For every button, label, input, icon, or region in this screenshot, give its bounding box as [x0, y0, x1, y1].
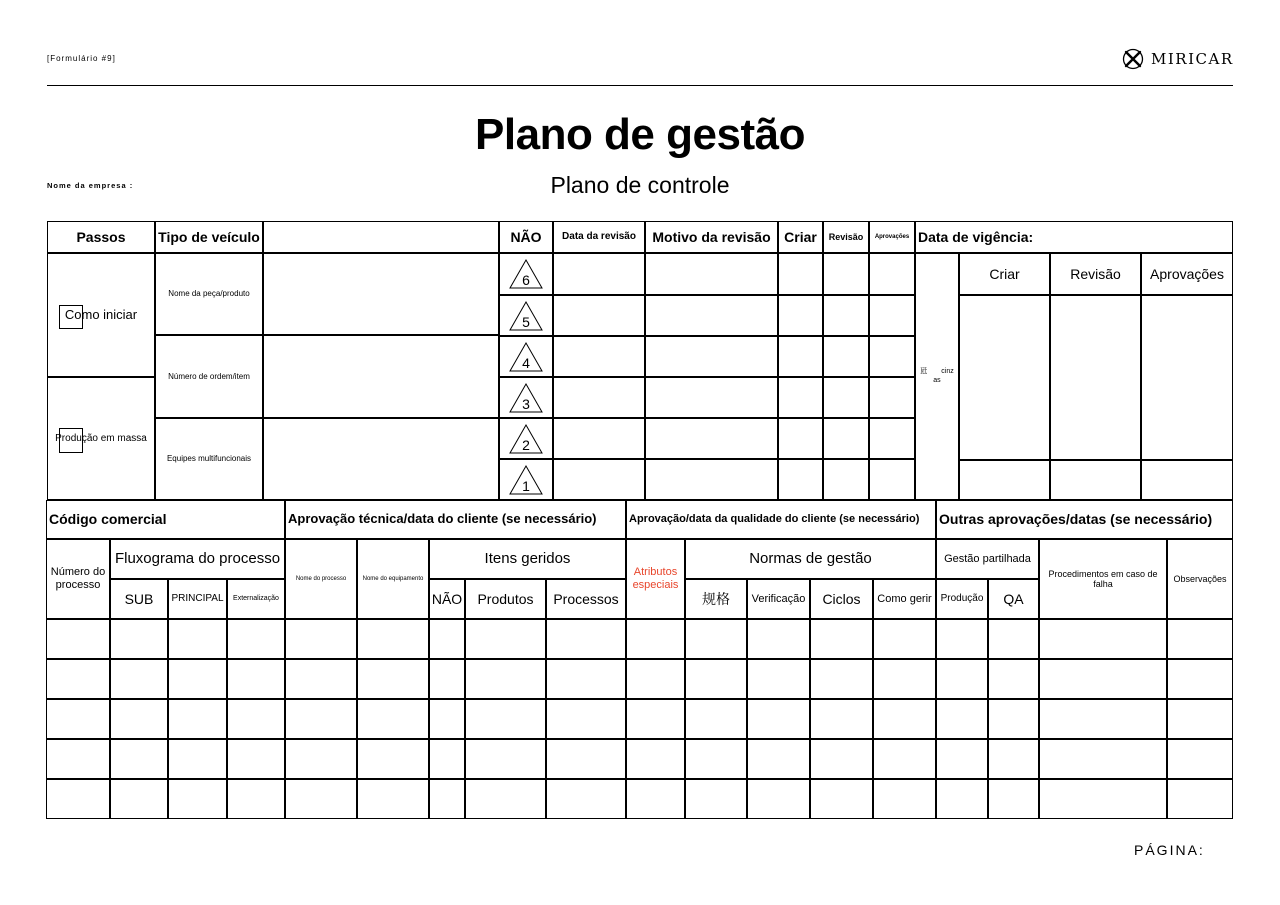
table-cell[interactable]: [110, 739, 168, 779]
header-nao: NÃO: [499, 221, 553, 253]
table-cell[interactable]: [873, 619, 936, 659]
table-cell[interactable]: [936, 619, 988, 659]
revision-cell[interactable]: [553, 295, 645, 336]
table-cell[interactable]: [168, 659, 227, 699]
table-cell[interactable]: [429, 659, 465, 699]
table-cell[interactable]: [465, 699, 546, 739]
label-aprov-tecnica: Aprovação técnica/data do cliente (se necessário): [285, 500, 626, 539]
revision-cell[interactable]: [778, 336, 823, 377]
date-revisao[interactable]: [1050, 460, 1141, 500]
revision-cell[interactable]: [645, 295, 778, 336]
col-observacoes: Observações: [1167, 539, 1233, 619]
table-cell[interactable]: [429, 619, 465, 659]
table-cell[interactable]: [465, 659, 546, 699]
value-numero-ordem[interactable]: [263, 335, 499, 418]
table-cell[interactable]: [168, 779, 227, 819]
table-cell[interactable]: [936, 779, 988, 819]
table-cell[interactable]: [110, 699, 168, 739]
table-cell[interactable]: [357, 699, 429, 739]
table-cell[interactable]: [46, 779, 110, 819]
table-cell[interactable]: [1167, 619, 1233, 659]
table-cell[interactable]: [285, 739, 357, 779]
svg-text:3: 3: [522, 395, 530, 412]
col-como-gerir: Como gerir: [873, 579, 936, 619]
signature-revisao[interactable]: [1050, 295, 1141, 460]
revision-cell[interactable]: [778, 377, 823, 418]
triangle-icon: [508, 382, 544, 414]
tipo-veiculo-value[interactable]: [263, 221, 499, 253]
table-cell[interactable]: [1039, 739, 1167, 779]
table-cell[interactable]: [285, 699, 357, 739]
table-cell[interactable]: [810, 659, 873, 699]
label-outras-aprov: Outras aprovações/datas (se necessário): [936, 500, 1233, 539]
revision-cell[interactable]: [553, 459, 645, 500]
table-cell[interactable]: [873, 659, 936, 699]
revision-cell[interactable]: [645, 418, 778, 459]
table-cell[interactable]: [546, 739, 626, 779]
header-motivo-revisao: Motivo da revisão: [645, 221, 778, 253]
table-cell[interactable]: [285, 779, 357, 819]
date-criar[interactable]: [959, 460, 1050, 500]
col-verificacao: Verificação: [747, 579, 810, 619]
svg-text:5: 5: [522, 313, 530, 330]
header-data-revisao: Data da revisão: [553, 221, 645, 253]
revision-number-3: [499, 377, 553, 418]
table-cell[interactable]: [465, 779, 546, 819]
col-numero-processo: Número do processo: [46, 539, 110, 619]
revision-number-2: [499, 418, 553, 459]
table-cell[interactable]: [810, 699, 873, 739]
header-revisao: Revisão: [823, 221, 869, 253]
table-cell[interactable]: [988, 739, 1039, 779]
table-cell[interactable]: [873, 779, 936, 819]
table-cell[interactable]: [1167, 659, 1233, 699]
table-cell[interactable]: [357, 619, 429, 659]
table-cell[interactable]: [110, 779, 168, 819]
table-cell[interactable]: [46, 739, 110, 779]
revision-cell[interactable]: [823, 253, 869, 295]
table-cell[interactable]: [546, 659, 626, 699]
table-cell[interactable]: [168, 619, 227, 659]
table-cell[interactable]: [429, 739, 465, 779]
table-cell[interactable]: [873, 739, 936, 779]
revision-cell[interactable]: [869, 336, 915, 377]
revision-cell[interactable]: [778, 459, 823, 500]
revision-cell[interactable]: [553, 336, 645, 377]
table-cell[interactable]: [626, 739, 685, 779]
x-logo-icon: [1122, 48, 1144, 70]
page-title: Plano de gestão: [475, 110, 805, 159]
table-cell[interactable]: [227, 619, 285, 659]
table-cell[interactable]: [747, 659, 810, 699]
col-guige: 规格: [685, 579, 747, 619]
brand-logo: [1122, 48, 1234, 70]
revision-cell[interactable]: [645, 377, 778, 418]
col-procedimentos: Procedimentos em caso de falha: [1039, 539, 1167, 619]
table-cell[interactable]: [626, 619, 685, 659]
table-cell[interactable]: [227, 659, 285, 699]
header-data-vigencia: Data de vigência:: [915, 221, 1233, 253]
signature-criar[interactable]: [959, 295, 1050, 460]
table-cell[interactable]: [46, 699, 110, 739]
revision-cell[interactable]: [553, 418, 645, 459]
label-codigo-comercial: Código comercial: [46, 500, 285, 539]
side-header-aprovacoes: Aprovações: [1141, 253, 1233, 295]
svg-text:4: 4: [522, 354, 530, 371]
col-principal: PRINCIPAL: [168, 579, 227, 619]
table-cell[interactable]: [685, 699, 747, 739]
table-cell[interactable]: [546, 619, 626, 659]
label-equipes: Equipes multifuncionais: [155, 418, 263, 500]
table-cell[interactable]: [1039, 619, 1167, 659]
table-cell[interactable]: [747, 619, 810, 659]
header-tipo-veiculo: Tipo de veículo: [155, 221, 263, 253]
signature-aprovacoes[interactable]: [1141, 295, 1233, 460]
checkbox-icon[interactable]: [59, 428, 83, 453]
table-cell[interactable]: [465, 619, 546, 659]
revision-cell[interactable]: [553, 377, 645, 418]
side-header-criar: Criar: [959, 253, 1050, 295]
table-cell[interactable]: [747, 779, 810, 819]
value-equipes[interactable]: [263, 418, 499, 500]
revision-number-5: [499, 295, 553, 336]
table-cell[interactable]: [873, 699, 936, 739]
table-cell[interactable]: [1167, 699, 1233, 739]
col-qa: QA: [988, 579, 1039, 619]
triangle-icon: [508, 464, 544, 496]
revision-cell[interactable]: [823, 377, 869, 418]
table-cell[interactable]: [685, 619, 747, 659]
table-cell[interactable]: [227, 699, 285, 739]
label-aprov-qualidade: Aprovação/data da qualidade do cliente (se necessário): [626, 500, 936, 539]
table-cell[interactable]: [546, 779, 626, 819]
col-sub: SUB: [110, 579, 168, 619]
revision-cell[interactable]: [823, 418, 869, 459]
col-processos: Processos: [546, 579, 626, 619]
table-cell[interactable]: [357, 779, 429, 819]
table-cell[interactable]: [227, 739, 285, 779]
table-cell[interactable]: [988, 779, 1039, 819]
triangle-icon: [508, 423, 544, 455]
revision-cell[interactable]: [645, 459, 778, 500]
triangle-icon: [508, 300, 544, 332]
revision-cell[interactable]: [645, 336, 778, 377]
table-cell[interactable]: [227, 779, 285, 819]
header-divider: [47, 85, 1233, 86]
triangle-icon: [508, 341, 544, 373]
triangle-icon: [508, 258, 544, 290]
revision-cell[interactable]: [553, 253, 645, 295]
table-cell[interactable]: [810, 619, 873, 659]
col-normas-gestao: Normas de gestão: [685, 539, 936, 579]
table-cell[interactable]: [168, 699, 227, 739]
step-producao-massa[interactable]: Produção em massa: [47, 377, 155, 500]
table-cell[interactable]: [1039, 779, 1167, 819]
step-como-iniciar[interactable]: Como iniciar: [47, 253, 155, 377]
col-producao: Produção: [936, 579, 988, 619]
table-cell[interactable]: [810, 739, 873, 779]
table-cell[interactable]: [46, 619, 110, 659]
col-itens-geridos: Itens geridos: [429, 539, 626, 579]
table-cell[interactable]: [1039, 659, 1167, 699]
table-cell[interactable]: [46, 659, 110, 699]
revision-cell[interactable]: [869, 459, 915, 500]
col-fluxograma: Fluxograma do processo: [110, 539, 285, 579]
revision-number-4: [499, 336, 553, 377]
revision-cell[interactable]: [869, 253, 915, 295]
revision-cell[interactable]: [823, 459, 869, 500]
col-nome-processo: Nome do processo: [285, 539, 357, 619]
revision-number-6: [499, 253, 553, 295]
col-nao: NÃO: [429, 579, 465, 619]
revision-cell[interactable]: [778, 295, 823, 336]
value-nome-peca[interactable]: [263, 253, 499, 335]
table-cell[interactable]: [626, 699, 685, 739]
header-passos: Passos: [47, 221, 155, 253]
label-nome-peca: Nome da peça/produto: [155, 253, 263, 335]
table-cell[interactable]: [936, 699, 988, 739]
table-cell[interactable]: [110, 619, 168, 659]
col-produtos: Produtos: [465, 579, 546, 619]
side-vertical-label: 瓩 cinz as: [915, 253, 959, 500]
table-cell[interactable]: [1167, 739, 1233, 779]
col-ciclos: Ciclos: [810, 579, 873, 619]
table-cell[interactable]: [1167, 779, 1233, 819]
col-atributos-especiais: Atributos especiais: [626, 539, 685, 619]
col-nome-equipamento: Nome do equipamento: [357, 539, 429, 619]
table-cell[interactable]: [285, 659, 357, 699]
page-number-label: PÁGINA:: [1134, 842, 1205, 858]
page-subtitle: Plano de controle: [550, 172, 730, 198]
svg-text:6: 6: [522, 272, 530, 288]
company-name-label: Nome da empresa :: [47, 181, 134, 190]
revision-cell[interactable]: [869, 295, 915, 336]
table-cell[interactable]: [429, 779, 465, 819]
table-cell[interactable]: [546, 699, 626, 739]
form-number: [Formulário #9]: [47, 54, 116, 63]
revision-cell[interactable]: [778, 418, 823, 459]
table-cell[interactable]: [1039, 699, 1167, 739]
table-cell[interactable]: [988, 699, 1039, 739]
revision-cell[interactable]: [645, 253, 778, 295]
col-externalizacao: Externalização: [227, 579, 285, 619]
revision-cell[interactable]: [823, 336, 869, 377]
table-cell[interactable]: [626, 779, 685, 819]
date-aprovacoes[interactable]: [1141, 460, 1233, 500]
revision-cell[interactable]: [869, 377, 915, 418]
table-cell[interactable]: [988, 619, 1039, 659]
revision-cell[interactable]: [823, 295, 869, 336]
table-cell[interactable]: [988, 659, 1039, 699]
table-cell[interactable]: [429, 699, 465, 739]
table-cell[interactable]: [685, 779, 747, 819]
table-cell[interactable]: [357, 739, 429, 779]
header-aprovacoes: Aprovações: [869, 221, 915, 253]
table-cell[interactable]: [357, 659, 429, 699]
table-cell[interactable]: [285, 619, 357, 659]
table-cell[interactable]: [465, 739, 546, 779]
checkbox-icon[interactable]: [59, 305, 83, 329]
table-cell[interactable]: [747, 739, 810, 779]
revision-number-1: [499, 459, 553, 500]
table-cell[interactable]: [110, 659, 168, 699]
table-cell[interactable]: [626, 659, 685, 699]
table-cell[interactable]: [685, 659, 747, 699]
label-numero-ordem: Número de ordem/item: [155, 335, 263, 418]
table-cell[interactable]: [168, 739, 227, 779]
table-cell[interactable]: [747, 699, 810, 739]
svg-text:1: 1: [522, 477, 530, 494]
header-criar: Criar: [778, 221, 823, 253]
table-cell[interactable]: [810, 779, 873, 819]
col-gestao-partilhada: Gestão partilhada: [936, 539, 1039, 579]
brand-name: MIRICAR: [1151, 50, 1234, 68]
table-cell[interactable]: [936, 739, 988, 779]
revision-cell[interactable]: [778, 253, 823, 295]
svg-text:2: 2: [522, 436, 530, 453]
revision-cell[interactable]: [869, 418, 915, 459]
table-cell[interactable]: [936, 659, 988, 699]
table-cell[interactable]: [685, 739, 747, 779]
side-header-revisao: Revisão: [1050, 253, 1141, 295]
